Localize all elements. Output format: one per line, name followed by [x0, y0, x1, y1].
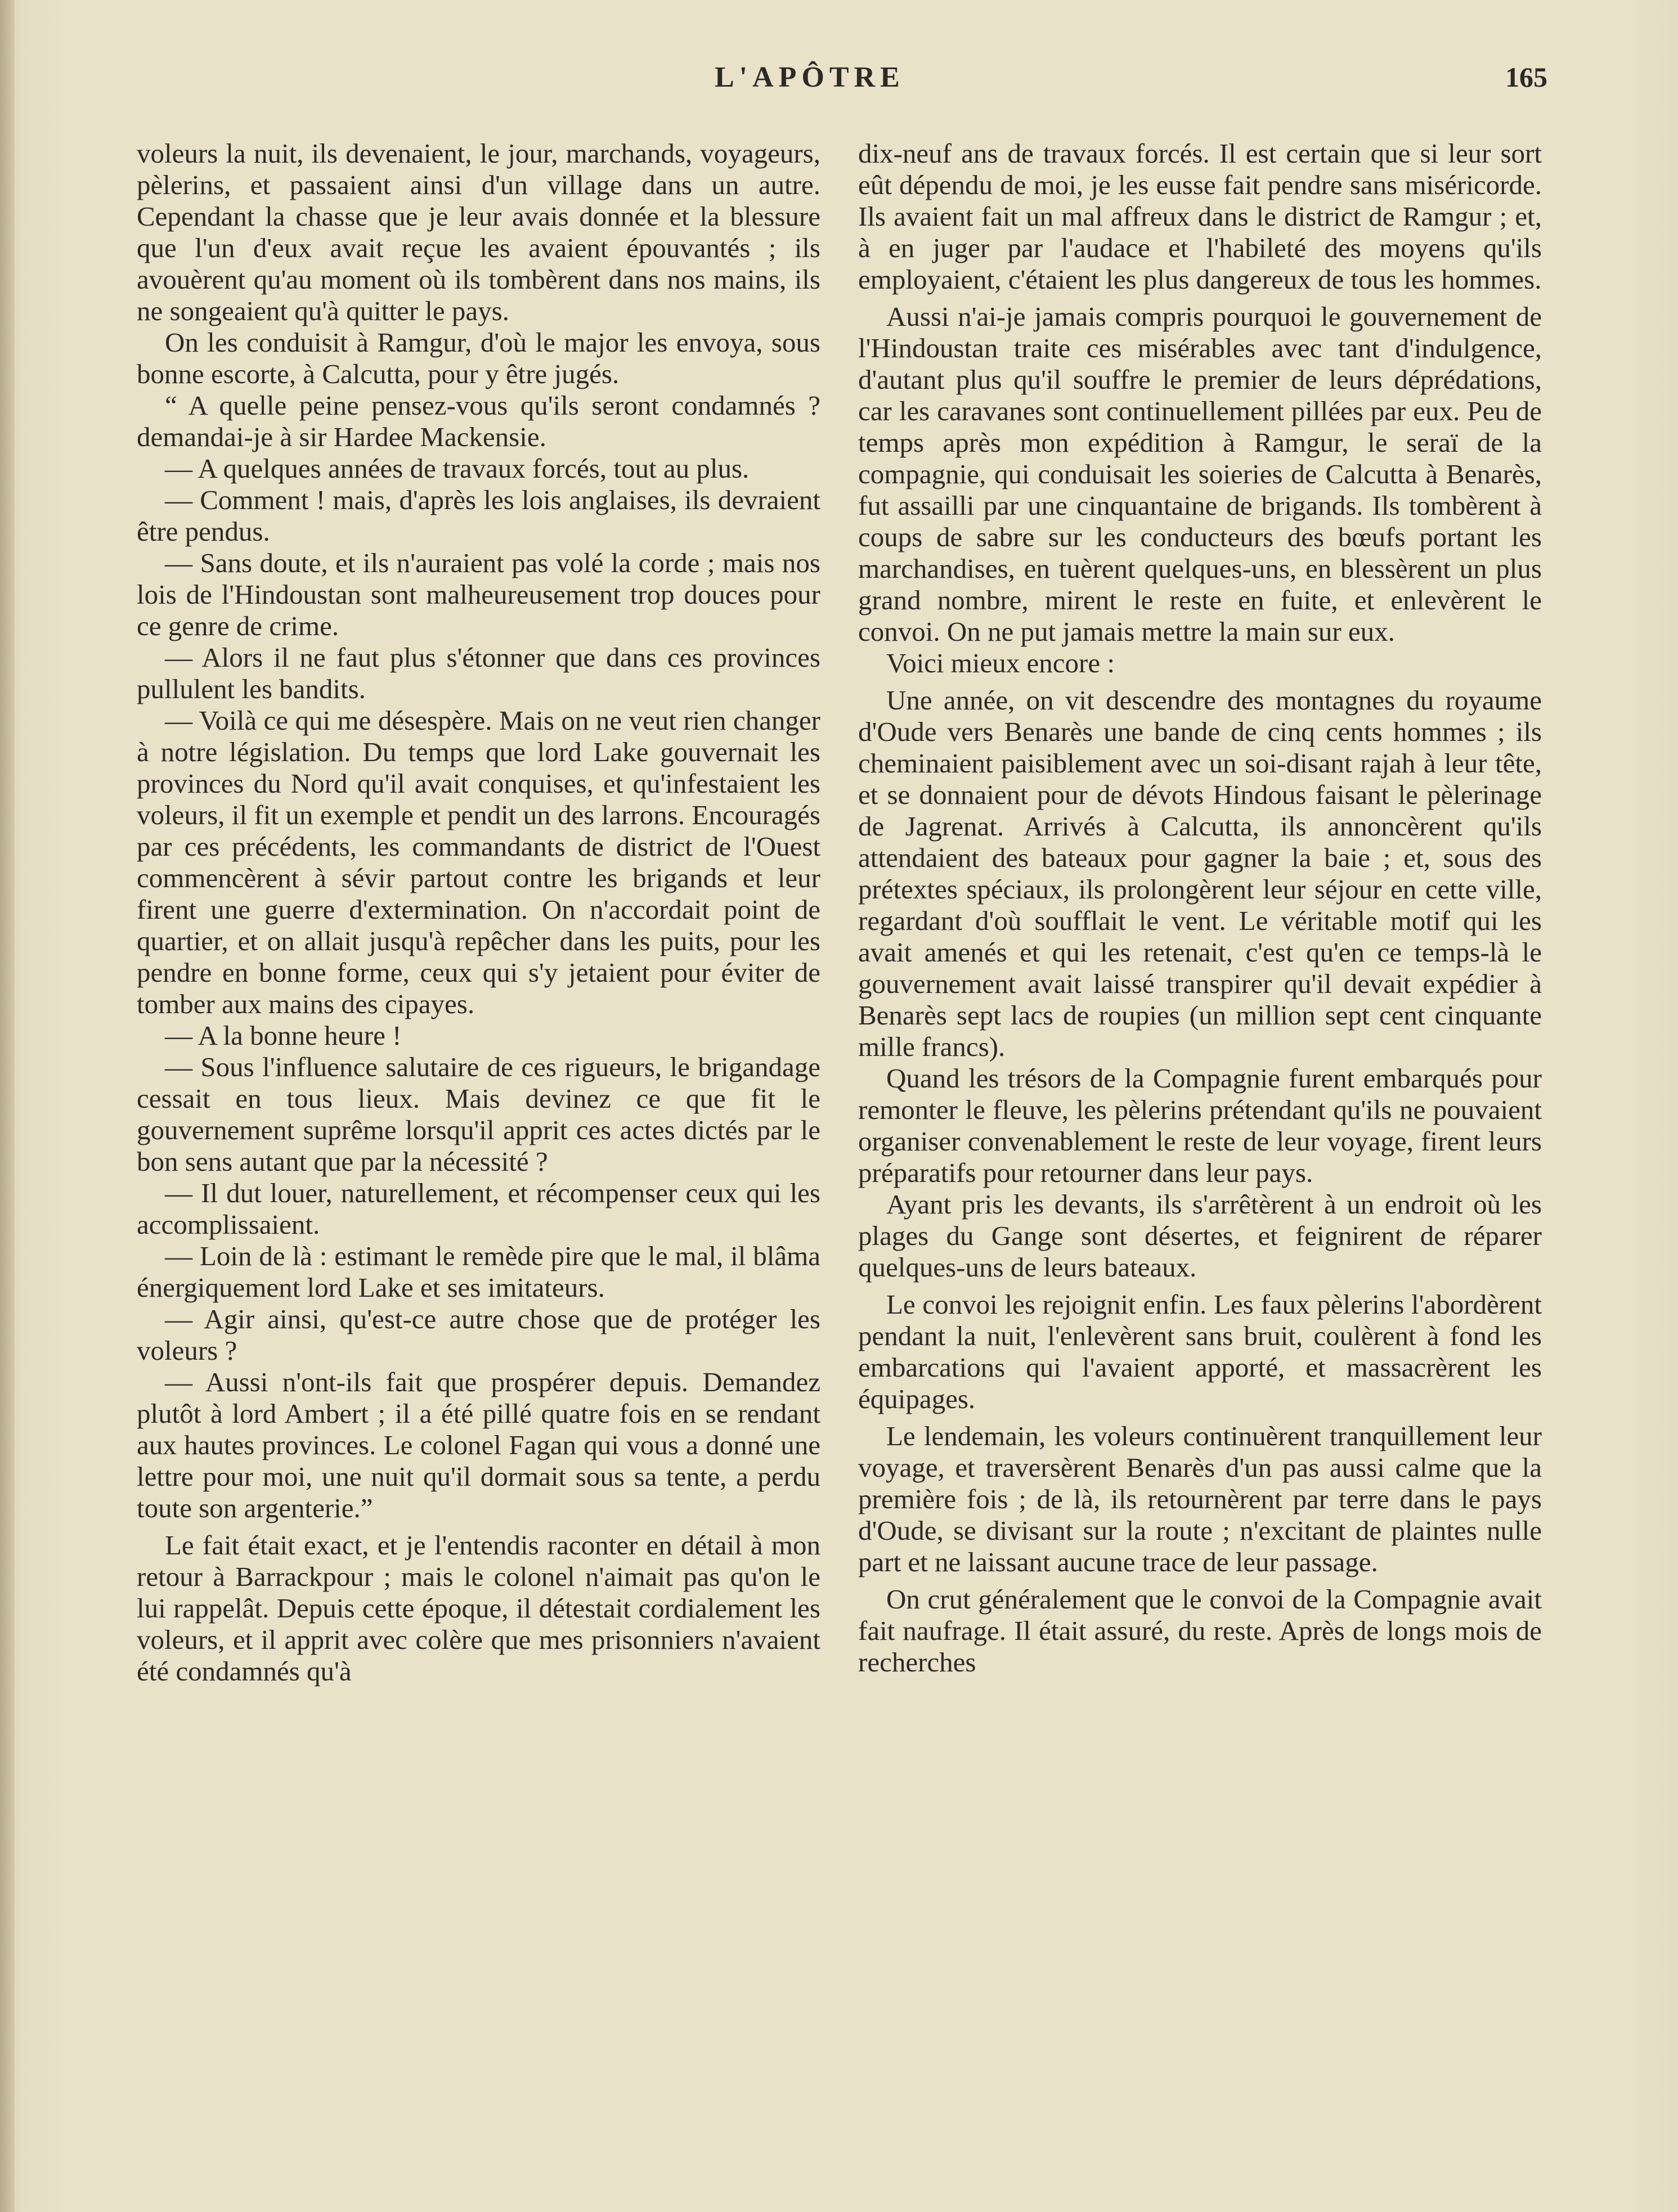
paragraph: Ayant pris les devants, ils s'arrêtèrent à un endroit où les plages du Gange sont désertes, et feignirent de réparer quelques-uns de leurs bateaux. [858, 1189, 1542, 1283]
paragraph: — Agir ainsi, qu'est-ce autre chose que de protéger les voleurs ? [137, 1303, 820, 1366]
paragraph: “ A quelle peine pensez-vous qu'ils seront condamnés ? demandai-je à sir Hardee Mackensie. [137, 390, 820, 452]
paragraph: — A la bonne heure ! [165, 1020, 402, 1051]
paragraph: Voici mieux encore : [886, 648, 1115, 678]
paragraph: Le convoi les rejoignit enfin. Les faux pèlerins l'abordèrent pendant la nuit, l'enlevèrent sans bruit, coulèrent à fond les embarcations qui l'avaient apporté, et massacrèrent les équipages. [858, 1289, 1542, 1414]
paragraph: On crut généralement que le convoi de la Compagnie avait fait naufrage. Il était assuré, du reste. Après de longs mois de recherches [858, 1584, 1542, 1678]
paragraph: — Aussi n'ont-ils fait que prospérer depuis. Demandez plutôt à lord Ambert ; il a été pillé quatre fois en se rendant aux hautes provinces. Le colonel Fagan qui vous a donné une lettre pour moi, une nuit qu'il dormait sous sa tente, a perdu toute son argenterie.” [137, 1366, 820, 1523]
paragraph: — Il dut louer, naturellement, et récompenser ceux qui les accomplissaient. [137, 1177, 820, 1240]
paragraph: — Comment ! mais, d'après les lois anglaises, ils devraient être pendus. [137, 484, 820, 547]
paragraph: On les conduisit à Ramgur, d'où le major les envoya, sous bonne escorte, à Calcutta, pour y être jugés. [137, 327, 820, 389]
paragraph: dix-neuf ans de travaux forcés. Il est certain que si leur sort eût dépendu de moi, je les eusse fait pendre sans miséricorde. Ils avaient fait un mal affreux dans le district de Ramgur ; et, à en juger par l'audace et l'habileté des moyens qu'ils employaient, c'étaient les plus dangereux de tous les hommes. [858, 138, 1542, 295]
running-head [0, 61, 1678, 100]
paragraph: Le fait était exact, et je l'entendis raconter en détail à mon retour à Barrackpour ; mais le colonel n'aimait pas qu'on le lui rappelât. Depuis cette époque, il détestait cordialement les voleurs, et il apprit avec colère que mes prisonniers n'avaient été condamnés qu'à [137, 1530, 820, 1687]
running-title: L'APÔTRE [715, 61, 905, 93]
paragraph: — Alors il ne faut plus s'étonner que dans ces provinces pullulent les bandits. [137, 642, 820, 704]
paragraph: Aussi n'ai-je jamais compris pourquoi le gouvernement de l'Hindoustan traite ces misérables avec tant d'indulgence, d'autant plus qu'il souffre le premier de leurs déprédations, car les caravanes sont continuellement pillées par eux. Peu de temps après mon expédition à Ramgur, le seraï de la compagnie, qui conduisait les soieries de Calcutta à Benarès, fut assailli par une cinquantaine de brigands. Ils tombèrent à coups de sabre sur les conducteurs des bœufs portant les marchandises, en tuèrent quelques-uns, en blessèrent un plus grand nombre, mirent le reste en fuite, et enlevèrent le convoi. On ne put jamais mettre la main sur eux. [858, 301, 1542, 647]
paragraph: — Sans doute, et ils n'auraient pas volé la corde ; mais nos lois de l'Hindoustan sont malheureusement trop douces pour ce genre de crime. [137, 547, 820, 641]
left-column [137, 138, 820, 2132]
paragraph: — A quelques années de travaux forcés, tout au plus. [165, 453, 750, 484]
paragraph: voleurs la nuit, ils devenaient, le jour, marchands, voyageurs, pèlerins, et passaient ainsi d'un village dans un autre. Cependant la chasse que je leur avais donnée et la blessure que l'un d'eux avait reçue les avaient épouvantés ; ils avouèrent qu'au moment où ils tombèrent dans nos mains, ils ne songeaient qu'à quitter le pays. [137, 138, 820, 326]
page-number: 165 [1505, 61, 1547, 93]
page-binding-edge [0, 0, 15, 2212]
paragraph: — Loin de là : estimant le remède pire que le mal, il blâma énergiquement lord Lake et ses imitateurs. [137, 1240, 820, 1303]
paragraph: — Sous l'influence salutaire de ces rigueurs, le brigandage cessait en tous lieux. Mais devinez ce que fit le gouvernement suprême lorsqu'il apprit ces actes dictés par le bon sens autant que par la nécessité ? [137, 1051, 820, 1177]
paragraph: Quand les trésors de la Compagnie furent embarqués pour remonter le fleuve, les pèlerins prétendant qu'ils ne pouvaient organiser convenablement le reste de leur voyage, firent leurs préparatifs pour retourner dans leur pays. [858, 1063, 1542, 1188]
paragraph: Le lendemain, les voleurs continuèrent tranquillement leur voyage, et traversèrent Benarès d'un pas aussi calme que la première fois ; de là, ils retournèrent par terre dans le pays d'Oude, se divisant sur la route ; n'excitant de plaintes nulle part et ne laissant aucune trace de leur passage. [858, 1420, 1542, 1577]
paragraph: — Voilà ce qui me désespère. Mais on ne veut rien changer à notre législation. Du temps que lord Lake gouvernait les provinces du Nord qu'il avait conquises, et qu'infestaient les voleurs, il fit un exemple et pendit un des larrons. Encouragés par ces précédents, les commandants de district de l'Ouest commencèrent à sévir partout contre les brigands et leur firent une guerre d'extermination. On n'accordait point de quartier, et on allait jusqu'à repêcher dans les puits, pour les pendre en bonne forme, ceux qui s'y jetaient pour éviter de tomber aux mains des cipayes. [137, 705, 820, 1019]
right-column [858, 138, 1542, 2132]
paragraph: Une année, on vit descendre des montagnes du royaume d'Oude vers Benarès une bande de cinq cents hommes ; ils cheminaient paisiblement avec un soi-disant rajah à leur tête, et se donnaient pour de dévots Hindous faisant le pèlerinage de Jagrenat. Arrivés à Calcutta, ils annoncèrent qu'ils attendaient des bateaux pour gagner la baie ; et, sous des prétextes spéciaux, ils prolongèrent leur séjour en cette ville, regardant d'où soufflait le vent. Le véritable motif qui les avait amenés et qui les retenait, c'est qu'en ce temps-là le gouvernement avait laissé transpirer qu'il devait expédier à Benarès sept lacs de roupies (un million sept cent cinquante mille francs). [858, 685, 1542, 1062]
